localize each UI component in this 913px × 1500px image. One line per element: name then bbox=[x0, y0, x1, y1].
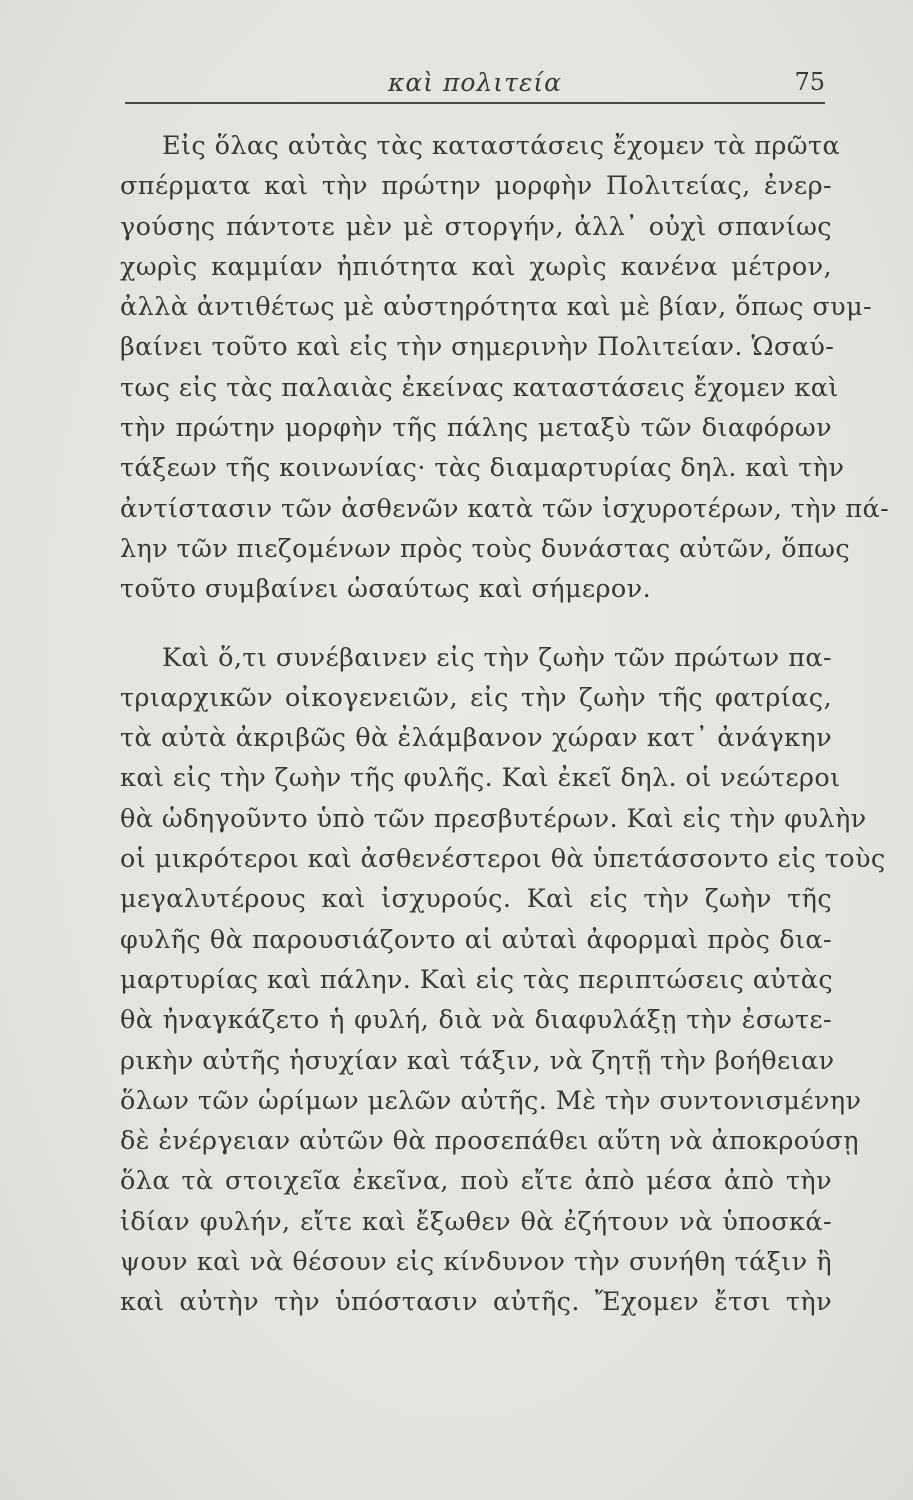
text-line: φυλῆς θὰ παρουσιάζοντο αἱ αὐταὶ ἀφορμαὶ πρὸς δια- bbox=[120, 924, 832, 955]
text-line: ἰδίαν φυλήν, εἴτε καὶ ἔξωθεν θὰ ἐζήτουν νὰ ὑποσκά- bbox=[120, 1206, 832, 1237]
paragraph-gap bbox=[120, 610, 832, 638]
text-line: θὰ ὡδηγοῦντο ὑπὸ τῶν πρεσβυτέρων. Καὶ εἰς τὴν φυλὴν bbox=[120, 803, 867, 834]
text-line: καὶ αὐτὴν τὴν ὑπόστασιν αὐτῆς. Ἔχομεν ἔτσι τὴν bbox=[120, 1287, 832, 1318]
text-line: τάξεων τῆς κοινωνίας· τὰς διαμαρτυρίας δηλ. καὶ τὴν bbox=[120, 453, 845, 484]
text-line: καὶ εἰς τὴν ζωὴν τῆς φυλῆς. Καὶ ἐκεῖ δηλ. οἱ νεώτεροι bbox=[120, 763, 841, 794]
text-line: γούσης πάντοτε μὲν μὲ στοργήν, ἀλλ᾽ οὐχὶ σπανίως bbox=[120, 211, 832, 242]
paragraph-1 bbox=[120, 126, 890, 610]
page-header bbox=[125, 62, 825, 102]
text-line: δὲ ἐνέργειαν αὐτῶν θὰ προσεπάθει αὕτη νὰ ἀποκρούσῃ bbox=[120, 1126, 859, 1157]
text-line: τὰ αὐτὰ ἀκριβῶς θὰ ἐλάμβανον χώραν κατ᾽ ἀνάγκην bbox=[120, 723, 832, 754]
text-line: τὴν πρώτην μορφὴν τῆς πάλης μεταξὺ τῶν διαφόρων bbox=[120, 413, 832, 444]
body-text bbox=[120, 126, 890, 1323]
text-line: τριαρχικῶν οἰκογενειῶν, εἰς τὴν ζωὴν τῆς φατρίας, bbox=[120, 682, 832, 713]
text-line: θὰ ἠναγκάζετο ἡ φυλή, διὰ νὰ διαφυλάξῃ τὴν ἐσωτε- bbox=[120, 1005, 832, 1036]
text-line: μαρτυρίας καὶ πάλην. Καὶ εἰς τὰς περιπτώσεις αὐτὰς bbox=[120, 964, 834, 995]
text-line: Εἰς ὅλας αὐτὰς τὰς καταστάσεις ἔχομεν τὰ πρῶτα bbox=[162, 131, 841, 161]
page-number: 75 bbox=[794, 68, 825, 96]
text-line: ρικὴν αὐτῆς ἡσυχίαν καὶ τάξιν, νὰ ζητῇ τὴν βοήθειαν bbox=[120, 1045, 835, 1076]
text-line: ὅλων τῶν ὡρίμων μελῶν αὐτῆς. Μὲ τὴν συντονισμένην bbox=[120, 1085, 862, 1116]
text-line: Καὶ ὅ,τι συνέβαινεν εἰς τὴν ζωὴν τῶν πρώτων πα- bbox=[162, 642, 832, 673]
text-line: τοῦτο συμβαίνει ὡσαύτως καὶ σήμερον. bbox=[120, 574, 652, 605]
text-line: βαίνει τοῦτο καὶ εἰς τὴν σημερινὴν Πολιτείαν. Ὡσαύ- bbox=[120, 332, 835, 363]
header-rule bbox=[125, 102, 825, 104]
text-line: λην τῶν πιεζομένων πρὸς τοὺς δυνάστας αὐτῶν, ὅπως bbox=[120, 533, 851, 564]
text-line: ἀντίστασιν τῶν ἀσθενῶν κατὰ τῶν ἰσχυροτέρων, τὴν πά- bbox=[120, 493, 890, 524]
text-line: μεγαλυτέρους καὶ ἰσχυρούς. Καὶ εἰς τὴν ζωὴν τῆς bbox=[120, 884, 832, 915]
text-line: ἀλλὰ ἀντιθέτως μὲ αὐστηρότητα καὶ μὲ βίαν, ὅπως συμ- bbox=[120, 292, 873, 323]
paragraph-2 bbox=[120, 638, 886, 1323]
text-line: τως εἰς τὰς παλαιὰς ἐκείνας καταστάσεις ἔχομεν καὶ bbox=[120, 372, 839, 403]
text-line: σπέρματα καὶ τὴν πρώτην μορφὴν Πολιτείας, ἐνερ- bbox=[120, 171, 832, 202]
text-line: χωρὶς καμμίαν ἠπιότητα καὶ χωρὶς κανένα μέτρον, bbox=[120, 251, 832, 282]
text-line: οἱ μικρότεροι καὶ ἀσθενέστεροι θὰ ὑπετάσσοντο εἰς τοὺς bbox=[120, 844, 886, 875]
text-line: ὅλα τὰ στοιχεῖα ἐκεῖνα, ποὺ εἴτε ἀπὸ μέσα ἀπὸ τὴν bbox=[120, 1166, 832, 1197]
text-line: ψουν καὶ νὰ θέσουν εἰς κίνδυνον τὴν συνήθη τάξιν ἢ bbox=[120, 1247, 832, 1278]
running-title: καὶ πολιτεία bbox=[387, 68, 563, 97]
